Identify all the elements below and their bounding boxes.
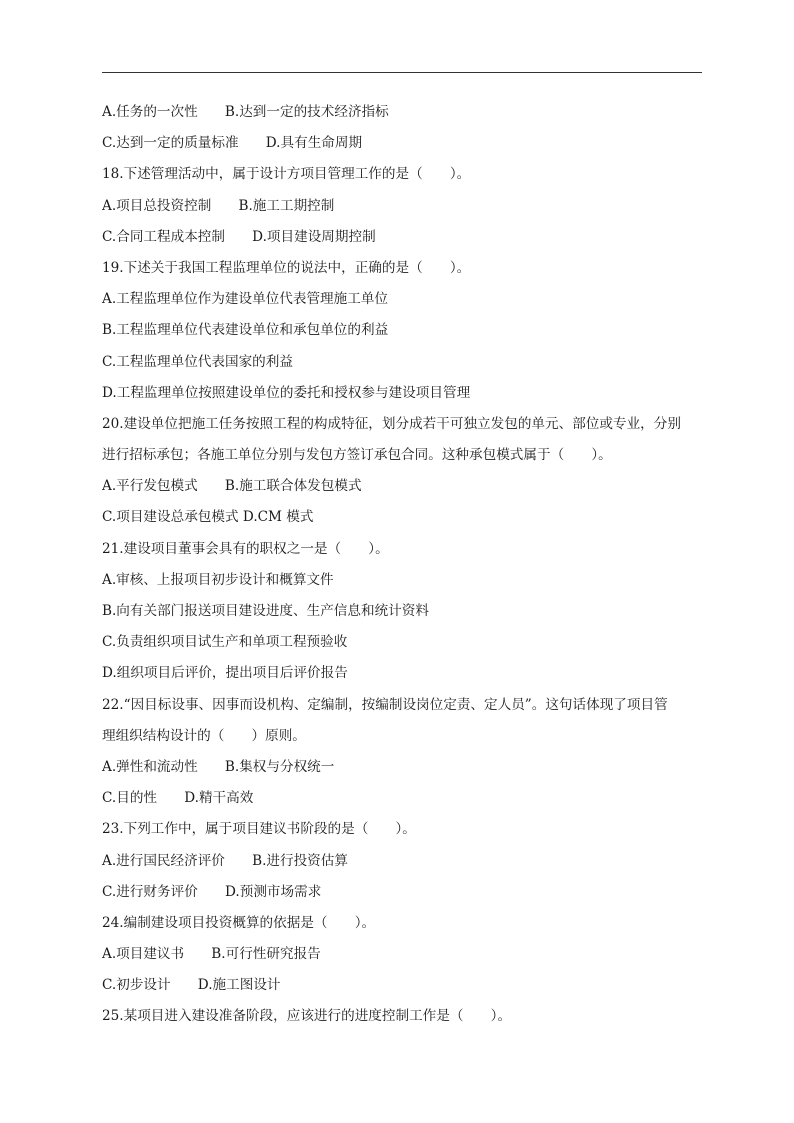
text-line: D.工程监理单位按照建设单位的委托和授权参与建设项目管理 (102, 384, 471, 401)
question-18: 18.下述管理活动中，属于设计方项目管理工作的是（ ）。 (102, 166, 471, 183)
question-21: 21.建设项目董事会具有的职权之一是（ ）。 (102, 540, 389, 557)
text-line: C.工程监理单位代表国家的利益 (102, 353, 293, 370)
text-line: A.平行发包模式 B.施工联合体发包模式 (102, 478, 362, 495)
text-line: 进行招标承包；各施工单位分别与发包方签订承包合同。这种承包模式属于（ ）。 (102, 447, 612, 464)
header-rule (102, 72, 702, 73)
question-19: 19.下述关于我国工程监理单位的说法中，正确的是（ ）。 (102, 259, 471, 276)
text-line: C.目的性 D.精干高效 (102, 790, 254, 807)
question-24: 24.编制建设项目投资概算的依据是（ ）。 (102, 914, 376, 931)
text-line: A.任务的一次性 B.达到一定的技术经济指标 (102, 104, 389, 120)
question-22: 22.“因目标设事、因事而设机构、定编制，按编制设岗位定责、定人员”。这句话体现了项目管 (102, 696, 668, 713)
text-line: A.弹性和流动性 B.集权与分权统一 (102, 758, 335, 775)
text-line: C.合同工程成本控制 D.项目建设周期控制 (102, 228, 376, 245)
text-line: C.达到一定的质量标准 D.具有生命周期 (102, 135, 363, 152)
text-line: C.项目建设总承包模式 D.CM 模式 (102, 509, 314, 526)
question-23: 23.下列工作中，属于项目建议书阶段的是（ ）。 (102, 821, 416, 838)
question-20: 20.建设单位把施工任务按照工程的构成特征，划分成若干可独立发包的单元、部位或专业，分别 (102, 415, 681, 432)
text-line: A.工程监理单位作为建设单位代表管理施工单位 (102, 291, 389, 308)
text-line: A.审核、上报项目初步设计和概算文件 (102, 571, 334, 588)
text-line: 理组织结构设计的（ ）原则。 (102, 727, 306, 744)
document-body (102, 97, 702, 1033)
text-line: B.工程监理单位代表建设单位和承包单位的利益 (102, 322, 389, 339)
text-line: D.组织项目后评价，提出项目后评价报告 (102, 665, 348, 682)
text-line: C.进行财务评价 D.预测市场需求 (102, 883, 322, 900)
text-line: C.负责组织项目试生产和单项工程预验收 (102, 634, 348, 651)
question-25: 25.某项目进入建设准备阶段，应该进行的进度控制工作是（ ）。 (102, 1008, 512, 1025)
text-line: C.初步设计 D.施工图设计 (102, 977, 281, 994)
text-line: A.项目总投资控制 B.施工工期控制 (102, 197, 335, 214)
text-line: A.项目建议书 B.可行性研究报告 (102, 946, 321, 963)
text-line: A.进行国民经济评价 B.进行投资估算 (102, 852, 348, 869)
text-line: B.向有关部门报送项目建设进度、生产信息和统计资料 (102, 603, 429, 619)
